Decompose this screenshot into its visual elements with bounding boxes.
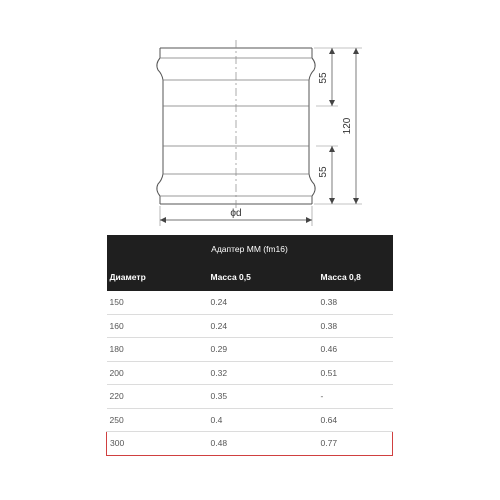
dimension-label-top: 55	[318, 72, 329, 84]
dimension-label-diameter: ϕd	[230, 208, 242, 219]
cell-mass-05: 0.24	[208, 291, 318, 314]
table-row	[107, 314, 393, 338]
cell-diameter: 160	[107, 314, 208, 338]
cell-mass-05: 0.29	[208, 338, 318, 362]
column-header-diameter: Диаметр	[107, 263, 208, 291]
cell-mass-05: 0.24	[208, 314, 318, 338]
table-row-highlighted	[107, 432, 393, 456]
dimension-label-bottom: 55	[318, 166, 329, 178]
adapter-technical-drawing	[0, 0, 500, 235]
table-row	[107, 361, 393, 385]
column-header-mass-08: Масса 0,8	[318, 263, 393, 291]
table-title: Адаптер ММ (fm16)	[107, 235, 393, 263]
cell-mass-08: -	[318, 385, 393, 409]
column-header-mass-05: Масса 0,5	[208, 263, 318, 291]
cell-diameter: 250	[107, 408, 208, 432]
cell-diameter: 200	[107, 361, 208, 385]
cell-mass-05: 0.32	[208, 361, 318, 385]
cell-diameter: 220	[107, 385, 208, 409]
cell-mass-08: 0.64	[318, 408, 393, 432]
table-row	[107, 385, 393, 409]
table-row	[107, 338, 393, 362]
cell-diameter: 300	[107, 432, 208, 456]
cell-mass-08: 0.46	[318, 338, 393, 362]
cell-mass-05: 0.4	[208, 408, 318, 432]
cell-diameter: 150	[107, 291, 208, 314]
table-row	[107, 408, 393, 432]
mass-table	[106, 235, 393, 456]
cell-mass-05: 0.35	[208, 385, 318, 409]
cell-mass-08: 0.77	[318, 432, 393, 456]
cell-mass-08: 0.38	[318, 314, 393, 338]
cell-diameter: 180	[107, 338, 208, 362]
table-header-row	[107, 263, 393, 291]
cell-mass-08: 0.38	[318, 291, 393, 314]
cell-mass-05: 0.48	[208, 432, 318, 456]
dimension-label-total: 120	[342, 117, 353, 135]
cell-mass-08: 0.51	[318, 361, 393, 385]
table-title-row	[107, 235, 393, 263]
table-row	[107, 291, 393, 314]
